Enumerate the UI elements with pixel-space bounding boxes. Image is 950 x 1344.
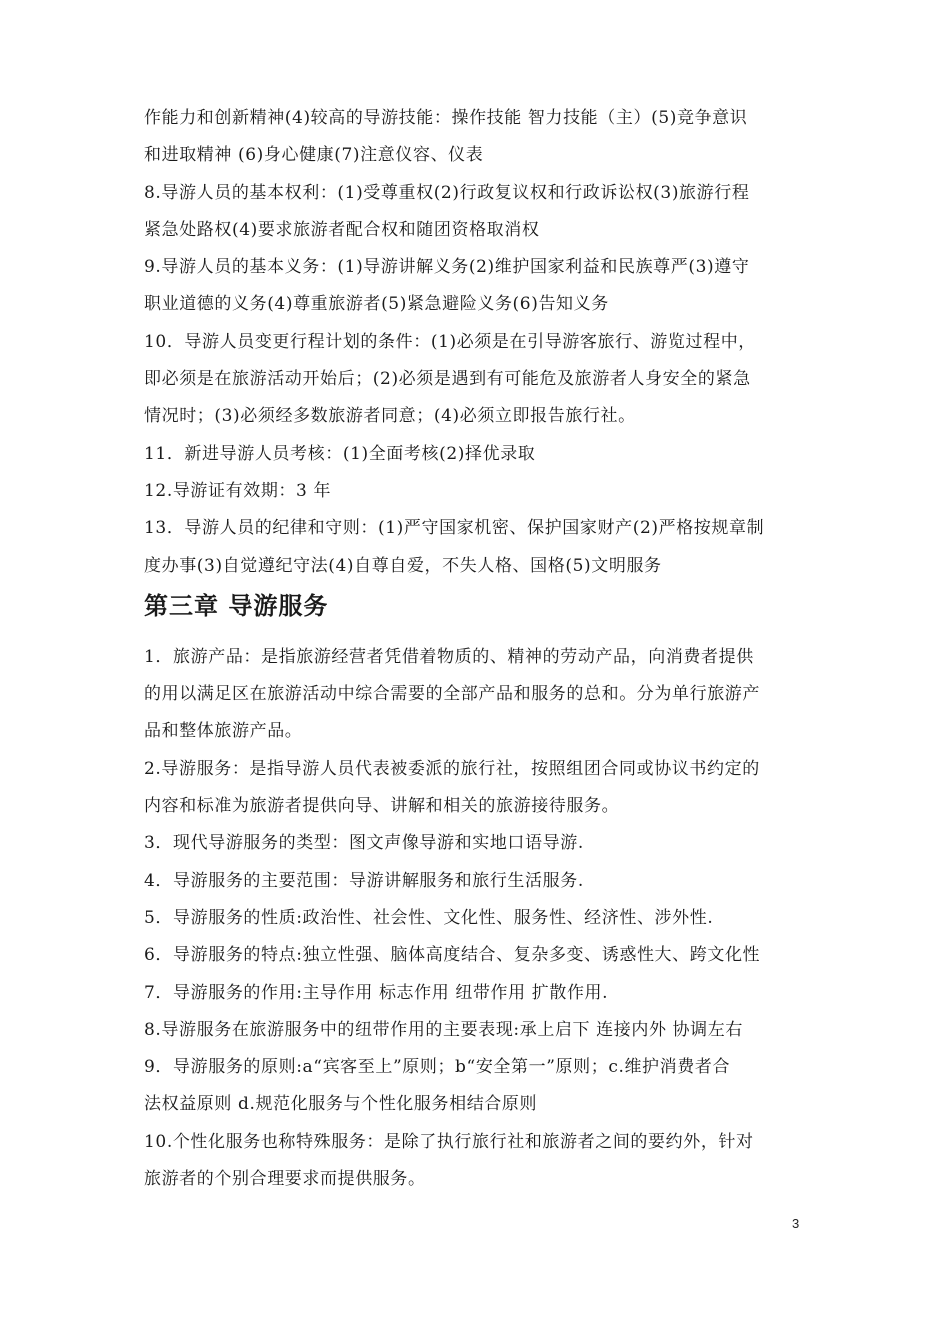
paragraph-line: 法权益原则 d.规范化服务与个性化服务相结合原则 [144, 1094, 538, 1115]
paragraph-line: 作能力和创新精神(4)较高的导游技能：操作技能 智力技能（主）(5)竞争意识 [144, 108, 748, 128]
paragraph-line: 11．新进导游人员考核：(1)全面考核(2)择优录取 [144, 443, 536, 464]
paragraph-line: 旅游者的个别合理要求而提供服务。 [144, 1169, 426, 1190]
paragraph-line: 职业道德的义务(4)尊重旅游者(5)紧急避险义务(6)告知义务 [144, 294, 609, 315]
paragraph-line: 内容和标准为旅游者提供向导、讲解和相关的旅游接待服务。 [144, 796, 620, 817]
paragraph-line: 1．旅游产品：是指旅游经营者凭借着物质的、精神的劳动产品，向消费者提供 [144, 646, 754, 667]
paragraph-line: 2.导游服务：是指导游人员代表被委派的旅行社，按照组团合同或协议书约定的 [144, 758, 760, 779]
paragraph-line: 9.导游人员的基本义务：(1)导游讲解义务(2)维护国家利益和民族尊严(3)遵守 [144, 257, 750, 278]
paragraph-line: 品和整体旅游产品。 [144, 721, 303, 742]
paragraph-line: 5．导游服务的性质:政治性、社会性、文化性、服务性、经济性、涉外性. [144, 907, 714, 928]
paragraph-line: 即必须是在旅游活动开始后；(2)必须是遇到有可能危及旅游者人身安全的紧急 [144, 369, 751, 390]
paragraph-line: 3．现代导游服务的类型：图文声像导游和实地口语导游. [144, 833, 584, 854]
paragraph-line: 12.导游证有效期：3 年 [144, 480, 332, 501]
paragraph-line: 13．导游人员的纪律和守则：(1)严守国家机密、保护国家财产(2)严格按规章制 [144, 518, 765, 539]
paragraph-line: 和进取精神 (6)身心健康(7)注意仪容、仪表 [144, 145, 484, 166]
paragraph-line: 7．导游服务的作用:主导作用 标志作用 纽带作用 扩散作用. [144, 982, 609, 1003]
paragraph-line: 9．导游服务的原则:a“宾客至上”原则；b“安全第一”原则；c.维护消费者合 [144, 1057, 731, 1078]
paragraph-line: 的用以满足区在旅游活动中综合需要的全部产品和服务的总和。分为单行旅游产 [144, 684, 760, 705]
paragraph-line: 10．导游人员变更行程计划的条件：(1)必须是在引导游客旅行、游览过程中， [144, 331, 756, 352]
page-content [144, 100, 814, 1198]
paragraph-line: 紧急处路权(4)要求旅游者配合权和随团资格取消权 [144, 219, 540, 240]
chapter-title: 第三章 导游服务 [144, 591, 329, 620]
paragraph-line: 情况时；(3)必须经多数旅游者同意；(4)必须立即报告旅行社。 [144, 406, 636, 427]
page-number: 3 [792, 1216, 800, 1231]
paragraph-line: 4．导游服务的主要范围：导游讲解服务和旅行生活服务. [144, 870, 584, 891]
paragraph-line: 8.导游人员的基本权利：(1)受尊重权(2)行政复议权和行政诉讼权(3)旅游行程 [144, 182, 750, 203]
paragraph-line: 度办事(3)自觉遵纪守法(4)自尊自爱，不失人格、国格(5)文明服务 [144, 555, 662, 576]
paragraph-line: 6．导游服务的特点:独立性强、脑体高度结合、复杂多变、诱惑性大、跨文化性 [144, 945, 761, 966]
paragraph-line: 8.导游服务在旅游服务中的纽带作用的主要表现:承上启下 连接内外 协调左右 [144, 1019, 743, 1040]
paragraph-line: 10.个性化服务也称特殊服务：是除了执行旅行社和旅游者之间的要约外，针对 [144, 1131, 754, 1152]
